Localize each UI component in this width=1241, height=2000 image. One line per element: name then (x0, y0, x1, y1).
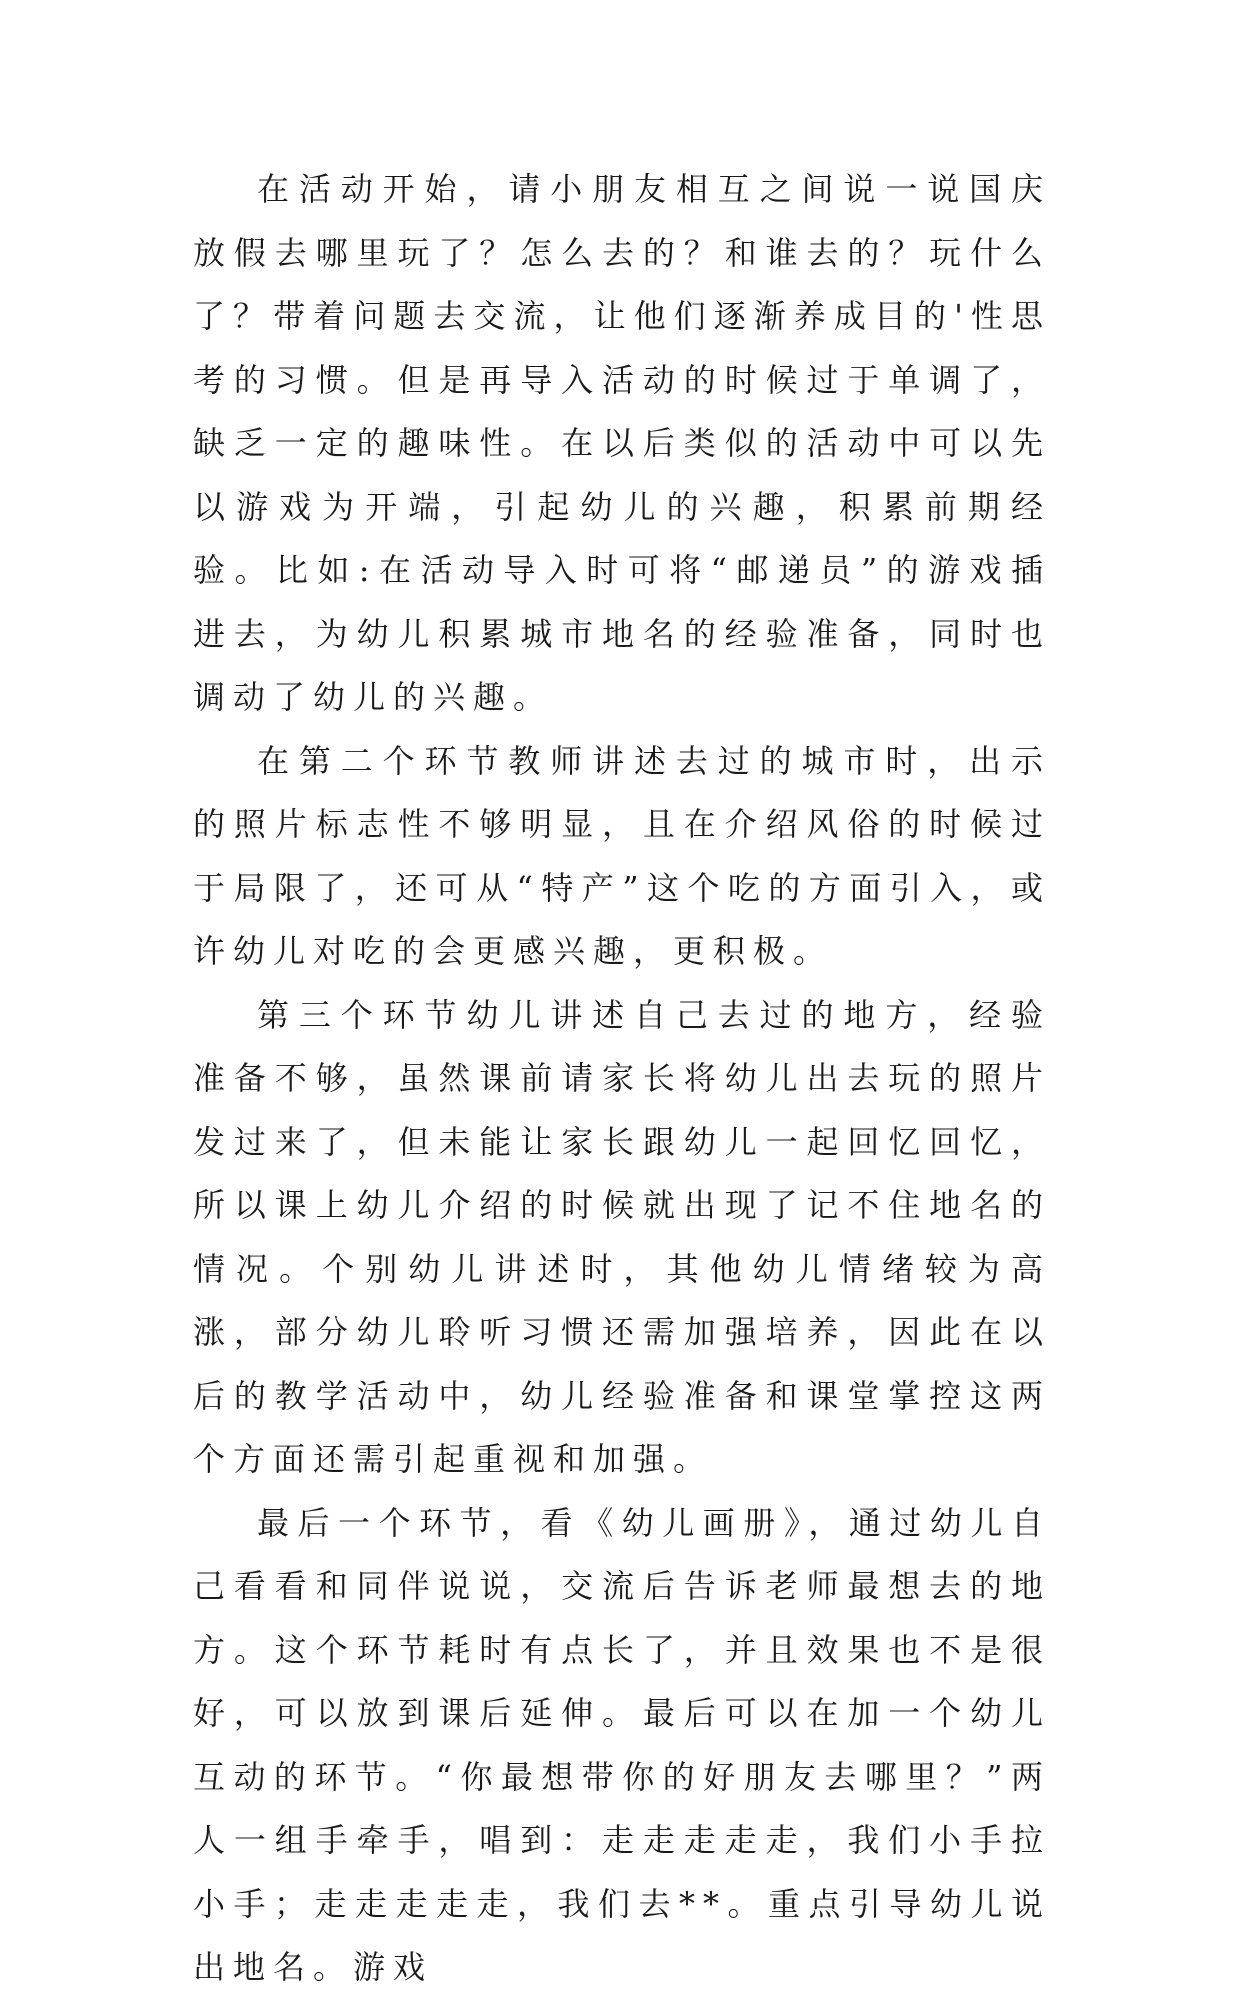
paragraph-3: 第三个环节幼儿讲述自己去过的地方，经验准备不够，虽然课前请家长将幼儿出去玩的照片发过来了，但未能让家长跟幼儿一起回忆回忆，所以课上幼儿介绍的时候就出现了记不住地名的情况。个别幼儿讲述时，其他幼儿情绪较为高涨，部分幼儿聆听习惯还需加强培养，因此在以后的教学活动中，幼儿经验准备和课堂掌控这两个方面还需引起重视和加强。 (193, 995, 1051, 1478)
paragraph-4: 最后一个环节，看《幼儿画册》，通过幼儿自己看看和同伴说说，交流后告诉老师最想去的地方。这个环节耗时有点长了，并且效果也不是很好，可以放到课后延伸。最后可以在加一个幼儿互动的环节。“你最想带你的好朋友去哪里？”两人一组手牵手，唱到：走走走走走，我们小手拉小手；走走走走走，我们去**。重点引导幼儿说出地名。游戏 (193, 1503, 1051, 1986)
paragraph-2: 在第二个环节教师讲述去过的城市时，出示的照片标志性不够明显，且在介绍风俗的时候过于局限了，还可从“特产”这个吃的方面引入，或许幼儿对吃的会更感兴趣，更积极。 (193, 741, 1051, 970)
document-body (193, 158, 1051, 2000)
paragraph-1: 在活动开始，请小朋友相互之间说一说国庆放假去哪里玩了？怎么去的？和谁去的？玩什么了？带着问题去交流，让他们逐渐养成目的'性思考的习惯。但是再导入活动的时候过于单调了，缺乏一定的趣味性。在以后类似的活动中可以先以游戏为开端，引起幼儿的兴趣，积累前期经验。比如:在活动导入时可将“邮递员”的游戏插进去，为幼儿积累城市地名的经验准备，同时也调动了幼儿的兴趣。 (193, 170, 1051, 716)
